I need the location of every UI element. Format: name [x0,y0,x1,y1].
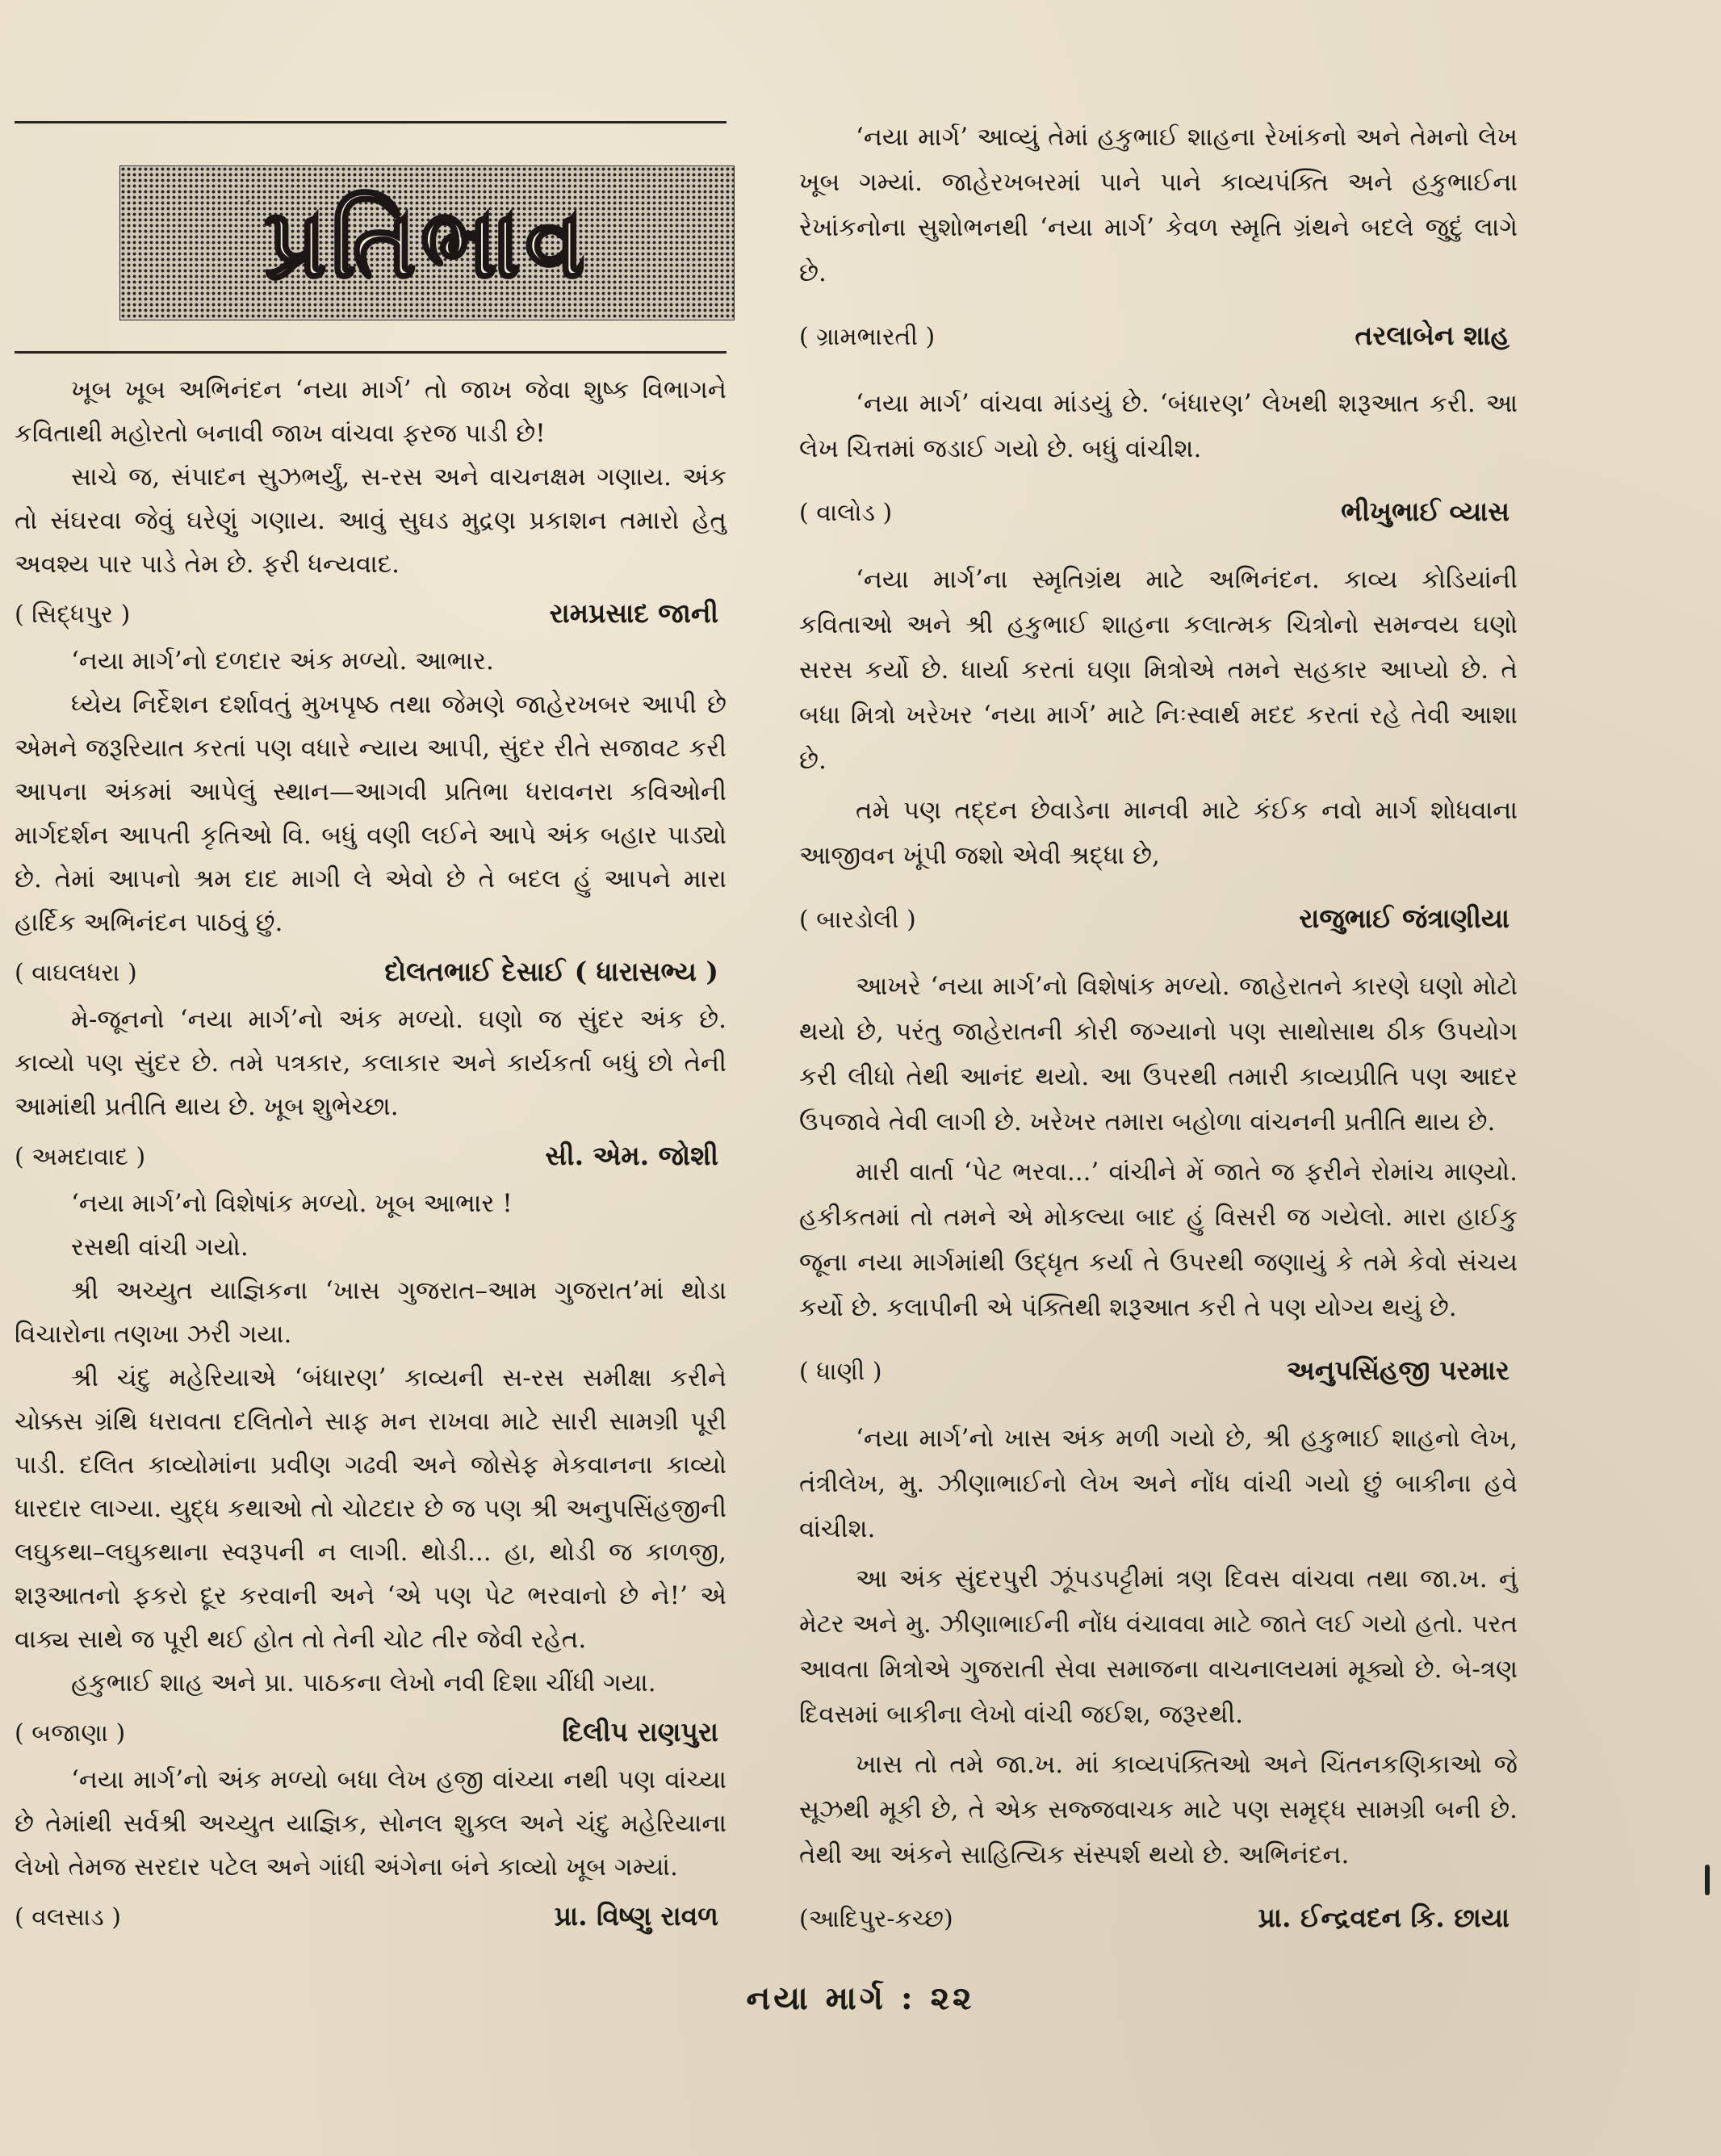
banner-rule [15,351,727,354]
banner-mark: ´ [241,199,252,223]
letter-signature [15,1133,727,1180]
signature-name: દોલતભાઈ દેસાઈ ( ધારાસભ્ય ) [384,956,718,987]
signature-place: ( વાઘલધરા ) [15,959,137,987]
letter-paragraph: શ્રી ચંદુ મહેરિયાએ ‘બંધારણ’ કાવ્યની સ-રસ સમીક્ષા કરીને ચોક્કસ ગ્રંથિ ધરાવતા દલિતોને સાફ મન રાખવા માટે સારી સામગ્રી પૂરી પાડી. દલિત કાવ્યોમાંના પ્રવીણ ગઢવી અને જોસેફ મેકવાનના કાવ્યો ધારદાર લાગ્યા. યુદ્ધ કથાઓ તો ચોટદાર છે જ પણ શ્રી અનુપસિંહજીની લઘુકથા–લઘુકથાના સ્વરૂપની ન લાગી. થોડી... હા, થોડી જ કાળજી, શરૂઆતનો ફકરો દૂર કરવાની અને ‘એ પણ પેટ ભરવાનો છે ને!’ એ વાક્ય સાથે જ પૂરી થઈ હોત તો તેની ચોટ તીર જેવી રહેત. [15,1363,727,1654]
signature-place: ( વાલોડ ) [799,499,893,527]
signature-place: ( ગ્રામભારતી ) [799,323,936,351]
signature-name: રામપ્રસાદ જાની [549,597,718,629]
letter-signature [15,1894,727,1940]
signature-place: ( વલસાડ ) [15,1903,121,1932]
page-footer: નયા માર્ગ : ૨૨ [746,1979,975,2017]
right-column [799,121,1518,1963]
letter-paragraph: ‘નયા માર્ગ’નો દળદાર અંક મળ્યો. આભાર. [71,647,494,676]
signature-place: ( ધાણી ) [799,1358,882,1386]
page-edge-mark [1705,1865,1710,1895]
letter-paragraph: ‘નયા માર્ગ’ વાંચવા માંડયું છે. ‘બંધારણ’ લેખથી શરૂઆત કરી. આ લેખ ચિત્તમાં જડાઈ ગયો છે. બધું વાંચીશ. [799,389,1518,463]
letter-paragraph: આ અંક સુંદરપુરી ઝૂંપડપટ્ટીમાં ત્રણ દિવસ વાંચવા તથા જા.ખ. નું મેટર અને મુ. ઝીણાભાઈની નોંધ વંચાવવા માટે જાતે લઈ ગયો હતો. પરત આવતા મિત્રોએ ગુજરાતી સેવા સમાજના વાચનાલયમાં મૂક્યો છે. બે-ત્રણ દિવસમાં બાકીના લેખો વાંચી જઈશ, જરૂરથી. [799,1564,1518,1729]
signature-name: અનુપસિંહજી પરમાર [1286,1354,1510,1386]
letter-paragraph: મે-જૂનનો ‘નયા માર્ગ’નો અંક મળ્યો. ઘણો જ સુંદર અંક છે. કાવ્યો પણ સુંદર છે. તમે પત્રકાર, કલાકાર અને કાર્યકર્તા બધું છો તેની આમાંથી પ્રતીતિ થાય છે. ખૂબ શુભેચ્છા. [15,1005,727,1121]
letter-paragraph: ધ્યેય નિર્દેશન દર્શાવતું મુખપૃષ્ઠ તથા જેમણે જાહેરખબર આપી છે એમને જરૂરિયાત કરતાં પણ વધારે ન્યાય આપી, સુંદર રીતે સજાવટ કરી આપના અંકમાં આપેલું સ્થાન—આગવી પ્રતિભા ધરાવનરા કવિઓની માર્ગદર્શન આપતી કૃતિઓ વિ. બધું વણી લઈને આપે અંક બહાર પાડ્યો છે. તેમાં આપનો શ્રમ દાદ માગી લે એવો છે તે બદલ હું આપને મારા હાર્દિક અભિનંદન પાઠવું છું. [15,690,727,937]
signature-name: તરલાબેન શાહ [1355,320,1510,351]
letter-paragraph: તમે પણ તદ્દન છેવાડેના માનવી માટે કંઈક નવો માર્ગ શોધવાના આજીવન ખૂંપી જશો એવી શ્રદ્ધા છે, [799,796,1518,870]
letter-paragraph: ‘નયા માર્ગ’નો વિશેષાંક મળ્યો. ખૂબ આભાર ! [71,1189,513,1218]
letter-paragraph: ‘નયા માર્ગ’નો અંક મળ્યો બધા લેખ હજી વાંચ્યા નથી પણ વાંચ્યા છે તેમાંથી સર્વશ્રી અચ્યુત યાજ્ઞિક, સોનલ શુક્લ અને ચંદુ મહેરિયાના લેખો તેમજ સરદાર પટેલ અને ગાંધી અંગેના બંને કાવ્યો ખૂબ ગમ્યાં. [15,1765,727,1882]
signature-place: (આદિપુર-કચ્છ) [799,1905,953,1933]
letter-paragraph: ‘નયા માર્ગ’નો ખાસ અંક મળી ગયો છે, શ્રી હકુભાઈ શાહનો લેખ, તંત્રીલેખ, મુ. ઝીણાભાઈનો લેખ અને નોંધ વાંચી ગયો છું બાકીના હવે વાંચીશ. [799,1424,1518,1543]
signature-place: ( અમદાવાદ ) [15,1143,146,1171]
signature-name: સી. એમ. જોશી [545,1140,718,1171]
right-letters [799,115,1518,1942]
banner-title: પ્રતિભાવ [264,187,590,299]
letter-paragraph: ખૂબ ખૂબ અભિનંદન ‘નયા માર્ગ’ તો જાખ જેવા શુષ્ક વિભાગને કવિતાથી મહોરતો બનાવી જાખ વાંચવા ફરજ પાડી છે! [15,375,727,448]
signature-name: પ્રા. વિષ્ણુ રાવળ [554,1900,718,1932]
signature-place: ( સિદ્ધપુર ) [15,601,131,629]
letter-paragraph: સાચે જ, સંપાદન સુઝભર્યું, સ-રસ અને વાચનક્ષમ ગણાય. અંક તો સંઘરવા જેવું ઘરેણું ગણાય. આવું સુઘડ મુદ્રણ પ્રકાશન તમારો હેતુ અવશ્ય પાર પાડે તેમ છે. ફરી ધન્યવાદ. [15,463,727,579]
signature-name: ભીખુભાઈ વ્યાસ [1341,496,1510,527]
letter-paragraph: ખાસ તો તમે જા.ખ. માં કાવ્યપંક્તિઓ અને ચિંતનકણિકાઓ જે સૂઝથી મૂકી છે, તે એક સજ્જવાચક માટે પણ સમૃદ્ધ સામગ્રી બની છે. તેથી આ અંકને સાહિત્યિક સંસ્પર્શ થયો છે. અભિનંદન. [799,1750,1518,1869]
letter-paragraph: હકુભાઈ શાહ અને પ્રા. પાઠકના લેખો નવી દિશા ચીંધી ગયા. [71,1668,656,1698]
letter-paragraph: રસથી વાંચી ગયો. [71,1233,249,1262]
section-banner [119,165,735,320]
letter-paragraph: ‘નયા માર્ગ’ના સ્મૃતિગ્રંથ માટે અભિનંદન. કાવ્ય કોડિયાંની કવિતાઓ અને શ્રી હકુભાઈ શાહના કલાત્મક ચિત્રોનો સમન્વય ઘણો સરસ કર્યો છે. ધાર્યા કરતાં ઘણા મિત્રોએ તમને સહકાર આપ્યો છે. તે બધા મિત્રો ખરેખર ‘નયા માર્ગ’ માટે નિઃસ્વાર્થ મદદ કરતાં રહે તેવી આશા છે. [799,565,1518,775]
letter-signature [15,591,727,638]
letter-signature [15,949,727,996]
signature-name: રાજુભાઈ જંત્રાણીયા [1299,902,1510,934]
letter-signature [799,1895,1518,1942]
signature-name: દિલીપ રાણપુરા [562,1716,718,1748]
letter-signature [799,1348,1518,1395]
left-letters [15,368,727,1940]
letter-paragraph: આખરે ‘નયા માર્ગ’નો વિશેષાંક મળ્યો. જાહેરાતને કારણે ઘણો મોટો થયો છે, પરંતુ જાહેરાતની કોરી જગ્યાનો પણ સાથોસાથ ઠીક ઉપયોગ કરી લીધો તેથી આનંદ થયો. આ ઉપરથી તમારી કાવ્યપ્રીતિ પણ આદર ઉપજાવે તેવી લાગી છે. ખરેખર તમારા બહોળા વાંચનની પ્રતીતિ થાય છે. [799,972,1518,1137]
letter-paragraph: મારી વાર્તા ‘પેટ ભરવા...’ વાંચીને મેં જાતે જ ફરીને રોમાંચ માણ્યો. હકીકતમાં તો તમને એ મોકલ્યા બાદ હું વિસરી જ ગયેલો. મારા હાઈકુ જૂના નયા માર્ગમાંથી ઉદ્ધૃત કર્યા તે ઉપરથી જણાયું કે તમે કેવો સંચય કર્યો છે. કલાપીની એ પંક્તિથી શરૂઆત કરી તે પણ યોગ્ય થયું છે. [799,1158,1518,1322]
top-rule [15,121,727,123]
letter-paragraph: ‘નયા માર્ગ’ આવ્યું તેમાં હકુભાઈ શાહના રેખાંકનો અને તેમનો લેખ ખૂબ ગમ્યાં. જાહેરખબરમાં પાને પાને કાવ્યપંક્તિ અને હકુભાઈના રેખાંકનોના સુશોભનથી ‘નયા માર્ગ’ કેવળ સ્મૃતિ ગ્રંથને બદલે જુદું લાગે છે. [799,123,1518,287]
letter-signature [799,896,1518,943]
signature-name: પ્રા. ઈન્દ્રવદન કિ. છાયા [1258,1902,1510,1933]
signature-place: ( બજાણા ) [15,1719,126,1748]
letter-paragraph: શ્રી અચ્યુત યાજ્ઞિકના ‘ખાસ ગુજરાત–આમ ગુજરાત’માં થોડા વિચારોના તણખા ઝરી ગયા. [15,1276,727,1349]
letter-signature [799,489,1518,536]
letter-signature [799,313,1518,360]
signature-place: ( બારડોલી ) [799,906,916,934]
letter-signature [15,1710,727,1756]
left-column [15,121,727,1942]
